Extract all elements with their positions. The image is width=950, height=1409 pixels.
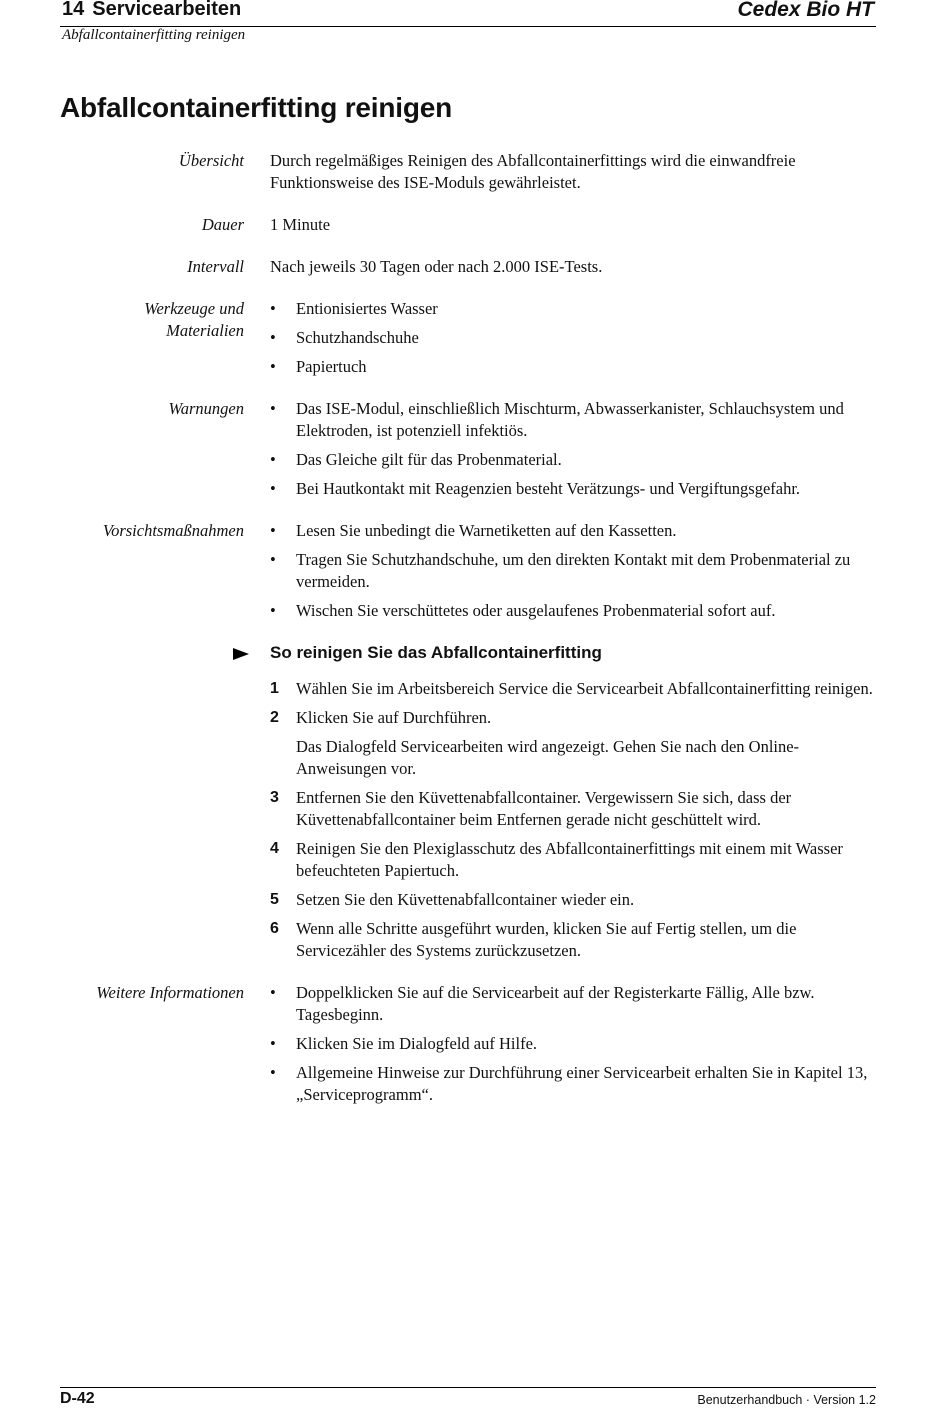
list-item: • Das Gleiche gilt für das Probenmaterial. xyxy=(270,450,562,469)
document-version: Benutzerhandbuch · Version 1.2 xyxy=(697,1393,876,1407)
procedure-title: So reinigen Sie das Abfallcontainerfitting xyxy=(270,643,602,662)
list-item: • Allgemeine Hinweise zur Durchführung einer Servicearbeit erhalten Sie in Kapitel 13, „Serviceprogramm“. xyxy=(270,1063,868,1104)
bullet-icon: • xyxy=(270,983,276,1002)
page-title: Abfallcontainerfitting reinigen xyxy=(60,92,453,123)
warnings-list xyxy=(270,398,880,500)
precautions-row xyxy=(60,520,880,622)
bullet-icon: • xyxy=(270,550,276,569)
duration-label: Dauer xyxy=(201,215,244,234)
step-text: Klicken Sie auf Durchführen. xyxy=(296,708,492,727)
list-item: • Das ISE-Modul, einschließlich Mischturm, Abwasserkanister, Schlauchsystem und Elektroden, ist potenziell infektiös. xyxy=(270,399,844,440)
list-item: • Entionisiertes Wasser xyxy=(270,299,438,318)
page-number: D-42 xyxy=(60,1390,95,1407)
page-footer xyxy=(60,1387,876,1407)
chapter-title: Servicearbeiten xyxy=(92,0,242,20)
list-item: • Lesen Sie unbedingt die Warnetiketten auf den Kassetten. xyxy=(270,521,677,540)
tools-row xyxy=(60,298,880,378)
step-item xyxy=(270,787,880,831)
list-item: • Papiertuch xyxy=(270,357,367,376)
step-item xyxy=(270,707,880,780)
bullet-icon: • xyxy=(270,1034,276,1053)
duration-row xyxy=(60,214,880,236)
bullet-icon: • xyxy=(270,601,276,620)
interval-label: Intervall xyxy=(187,257,244,276)
step-item xyxy=(270,678,880,700)
step-text: Wählen Sie im Arbeitsbereich Service die Servicearbeit Abfallcontainerfitting reinigen. xyxy=(296,679,873,698)
interval-text: Nach jeweils 30 Tagen oder nach 2.000 ISE-Tests. xyxy=(270,257,603,276)
step-text: Reinigen Sie den Plexiglasschutz des Abfallcontainerfittings mit einem mit Wasser befeuchteten Papiertuch. xyxy=(296,839,843,880)
step-note: Das Dialogfeld Servicearbeiten wird angezeigt. Gehen Sie nach den Online-Anweisungen vor. xyxy=(296,737,800,778)
step-number: 5 xyxy=(270,891,279,908)
bullet-icon: • xyxy=(270,328,276,347)
step-number: 2 xyxy=(270,709,279,726)
warnings-row xyxy=(60,398,880,500)
warnings-label: Warnungen xyxy=(168,399,244,418)
overview-label: Übersicht xyxy=(178,151,244,170)
list-item: • Bei Hautkontakt mit Reagenzien besteht Verätzungs- und Vergiftungsgefahr. xyxy=(270,479,801,498)
step-text: Wenn alle Schritte ausgeführt wurden, klicken Sie auf Fertig stellen, um die Servicezähler des Systems zurückzusetzen. xyxy=(296,919,797,960)
more-info-row xyxy=(60,982,880,1106)
overview-row xyxy=(60,150,880,194)
precautions-label: Vorsichtsmaßnahmen xyxy=(102,521,244,540)
list-item: • Tragen Sie Schutzhandschuhe, um den direkten Kontakt mit dem Probenmaterial zu vermeiden. xyxy=(270,550,851,591)
interval-row xyxy=(60,256,880,278)
step-text: Entfernen Sie den Küvettenabfallcontainer. Vergewissern Sie sich, dass der Küvettenabfallcontainer beim Entfernen gerade nicht geschüttelt wird. xyxy=(296,788,792,829)
chapter-heading xyxy=(62,0,241,21)
list-item: • Schutzhandschuhe xyxy=(270,328,419,347)
product-name: Cedex Bio HT xyxy=(737,0,874,21)
bullet-icon: • xyxy=(270,450,276,469)
step-number: 3 xyxy=(270,789,279,806)
precautions-list xyxy=(270,520,880,622)
tools-list xyxy=(270,298,880,378)
procedure-heading xyxy=(60,642,880,664)
step-item xyxy=(270,838,880,882)
step-item xyxy=(270,889,880,911)
step-number: 4 xyxy=(270,840,279,857)
duration-text: 1 Minute xyxy=(270,215,331,234)
step-text: Setzen Sie den Küvettenabfallcontainer wieder ein. xyxy=(296,890,635,909)
bullet-icon: • xyxy=(270,299,276,318)
main-content xyxy=(60,150,880,1126)
bullet-icon: • xyxy=(270,399,276,418)
step-number: 6 xyxy=(270,920,279,937)
bullet-icon: • xyxy=(270,521,276,540)
tools-label-line2: Materialien xyxy=(166,321,244,340)
bullet-icon: • xyxy=(270,479,276,498)
bullet-icon: • xyxy=(270,357,276,376)
tools-label-line1: Werkzeuge und xyxy=(144,299,244,318)
procedure-steps xyxy=(270,678,880,962)
overview-text: Durch regelmäßiges Reinigen des Abfallcontainerfittings wird die einwandfreie Funktionsweise des ISE-Moduls gewährleistet. xyxy=(270,151,796,192)
more-info-label: Weitere Informationen xyxy=(96,983,244,1002)
section-subtitle: Abfallcontainerfitting reinigen xyxy=(62,27,246,43)
step-number: 1 xyxy=(270,680,279,697)
bullet-icon: • xyxy=(270,1063,276,1082)
chapter-number: 14 xyxy=(62,0,85,20)
list-item: • Wischen Sie verschüttetes oder ausgelaufenes Probenmaterial sofort auf. xyxy=(270,601,776,620)
list-item: • Doppelklicken Sie auf die Servicearbeit auf der Registerkarte Fällig, Alle bzw. Tagesbeginn. xyxy=(270,983,815,1024)
page-header xyxy=(60,0,876,27)
step-item xyxy=(270,918,880,962)
more-info-list xyxy=(270,982,880,1106)
list-item: • Klicken Sie im Dialogfeld auf Hilfe. xyxy=(270,1034,538,1053)
tools-label xyxy=(60,298,244,378)
procedure-arrow-icon xyxy=(60,642,244,664)
